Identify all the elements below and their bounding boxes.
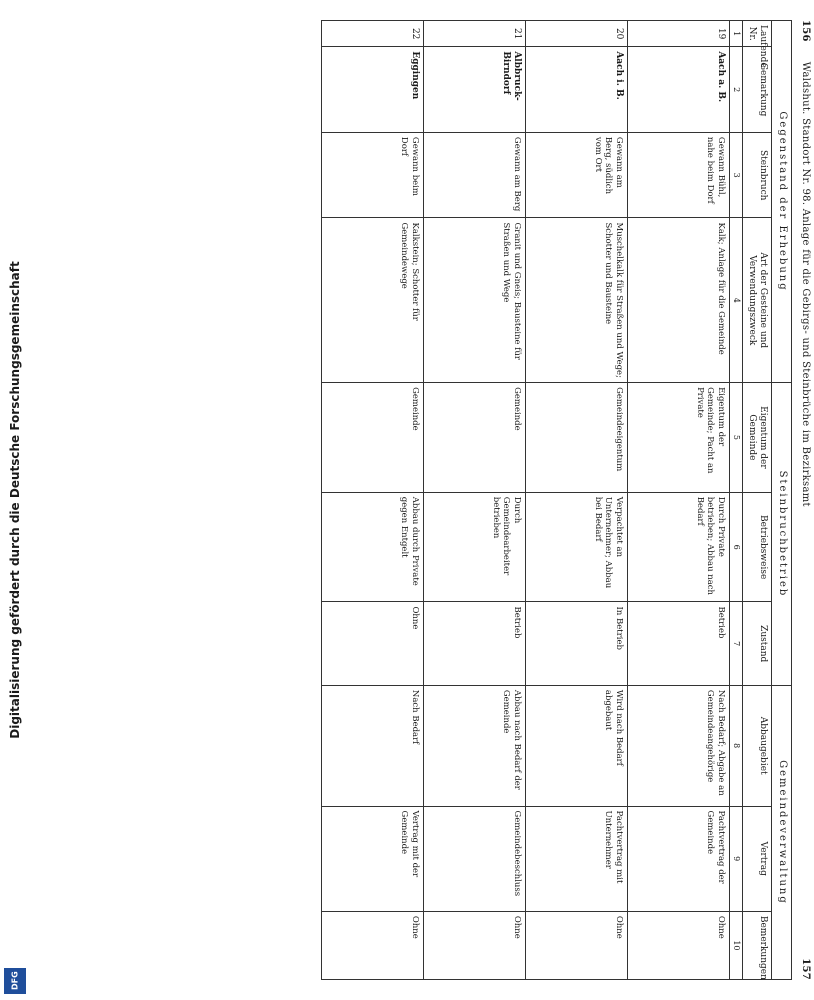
col-header: Art der Gesteine und Verwendungszweck bbox=[742, 218, 772, 383]
row-gemarkung: Aach i. B. bbox=[525, 47, 627, 133]
left-page-number: 156 bbox=[799, 20, 811, 42]
group-header-right-1: Steinbruchbetrieb bbox=[772, 383, 792, 686]
col-header: Betriebsweise bbox=[742, 492, 772, 602]
row-index: 20 bbox=[525, 21, 627, 47]
col-number: 5 bbox=[729, 383, 742, 493]
col-number: 7 bbox=[729, 602, 742, 685]
row-gestein: Kalkstein; Schotter für Gemeindewege bbox=[321, 218, 423, 383]
table-row bbox=[423, 21, 525, 980]
row-index: 22 bbox=[321, 21, 423, 47]
row-betriebsweise: Durch Private betrieben; Abbau nach Bedarf bbox=[627, 492, 729, 602]
row-eigentum: Gemeinde bbox=[423, 383, 525, 493]
row-abbaugebiet: Wird nach Bedarf abgebaut bbox=[525, 685, 627, 806]
table-row bbox=[627, 21, 729, 980]
row-vertrag: Gemeindebeschluss bbox=[423, 806, 525, 911]
row-index: 19 bbox=[627, 21, 729, 47]
table-row bbox=[525, 21, 627, 980]
row-steinbruch: Gewann am Berg, südlich vom Ort bbox=[525, 132, 627, 218]
row-gestein: Granit und Gneis; Bausteine für Straßen und Wege bbox=[423, 218, 525, 383]
col-header: Gemarkung bbox=[742, 47, 772, 133]
row-abbaugebiet: Abbau nach Bedarf der Gemeinde bbox=[423, 685, 525, 806]
row-gemarkung: Albbruck-Birndorf bbox=[423, 47, 525, 133]
col-header: Steinbruch bbox=[742, 132, 772, 218]
row-bemerkungen: Ohne bbox=[423, 911, 525, 979]
col-number: 4 bbox=[729, 218, 742, 383]
row-vertrag: Pachtvertrag der Gemeinde bbox=[627, 806, 729, 911]
col-number: 2 bbox=[729, 47, 742, 133]
row-eigentum: Gemeindeeigentum bbox=[525, 383, 627, 493]
col-header: Laufende Nr. bbox=[742, 21, 772, 47]
row-abbaugebiet: Nach Bedarf; Abgabe an Gemeindeangehörige bbox=[627, 685, 729, 806]
row-gestein: Muschelkalk für Straßen und Wege; Schotter und Bausteine bbox=[525, 218, 627, 383]
funding-note: Digitalisierung gefördert durch die Deutsche Forschungsgemeinschaft bbox=[8, 261, 22, 739]
row-bemerkungen: Ohne bbox=[525, 911, 627, 979]
row-gemarkung: Eggingen bbox=[321, 47, 423, 133]
group-header-right-2: Gemeindeverwaltung bbox=[772, 685, 792, 979]
col-header: Eigentum der Gemeinde bbox=[742, 383, 772, 493]
col-number: 10 bbox=[729, 911, 742, 979]
col-header: Vertrag bbox=[742, 806, 772, 911]
running-head bbox=[796, 20, 814, 980]
row-betriebsweise: Durch Gemeindearbeiter betrieben bbox=[423, 492, 525, 602]
right-page-number: 157 bbox=[799, 958, 811, 980]
row-betriebsweise: Verpachtet an Unternehmer; Abbau bei Bedarf bbox=[525, 492, 627, 602]
row-steinbruch: Gewann beim Dorf bbox=[321, 132, 423, 218]
sidebar-note bbox=[0, 0, 30, 1000]
row-index: 21 bbox=[423, 21, 525, 47]
row-betriebsweise: Abbau durch Private gegen Entgelt bbox=[321, 492, 423, 602]
col-header: Bemerkungen bbox=[742, 911, 772, 979]
data-table bbox=[321, 20, 792, 980]
row-steinbruch: Gewann Bühl, nahe beim Dorf bbox=[627, 132, 729, 218]
row-bemerkungen: Ohne bbox=[627, 911, 729, 979]
rotated-table-sheet bbox=[254, 20, 814, 980]
left-running-title: Waldshut. Standort Nr. 98. Anlage für die Gebirgs- und Steinbrüche im Bezirksamt bbox=[799, 61, 811, 507]
row-gestein: Kalk; Anlage für die Gemeinde bbox=[627, 218, 729, 383]
row-zustand: Ohne bbox=[321, 602, 423, 685]
row-steinbruch: Gewann am Berg bbox=[423, 132, 525, 218]
group-header-left: Gegenstand der Erhebung bbox=[772, 21, 792, 383]
row-zustand: In Betrieb bbox=[525, 602, 627, 685]
row-vertrag: Vertrag mit der Gemeinde bbox=[321, 806, 423, 911]
row-vertrag: Pachtvertrag mit Unternehmer bbox=[525, 806, 627, 911]
row-zustand: Betrieb bbox=[627, 602, 729, 685]
row-abbaugebiet: Nach Bedarf bbox=[321, 685, 423, 806]
col-number: 9 bbox=[729, 806, 742, 911]
col-header: Zustand bbox=[742, 602, 772, 685]
row-zustand: Betrieb bbox=[423, 602, 525, 685]
col-number: 8 bbox=[729, 685, 742, 806]
col-number: 6 bbox=[729, 492, 742, 602]
row-gemarkung: Aach a. B. bbox=[627, 47, 729, 133]
dfg-logo-icon: DFG bbox=[4, 968, 26, 994]
col-header: Abbaugebiet bbox=[742, 685, 772, 806]
row-eigentum: Gemeinde bbox=[321, 383, 423, 493]
col-number: 3 bbox=[729, 132, 742, 218]
row-eigentum: Eigentum der Gemeinde; Pacht an Private bbox=[627, 383, 729, 493]
col-number: 1 bbox=[729, 21, 742, 47]
table-row bbox=[321, 21, 423, 980]
row-bemerkungen: Ohne bbox=[321, 911, 423, 979]
